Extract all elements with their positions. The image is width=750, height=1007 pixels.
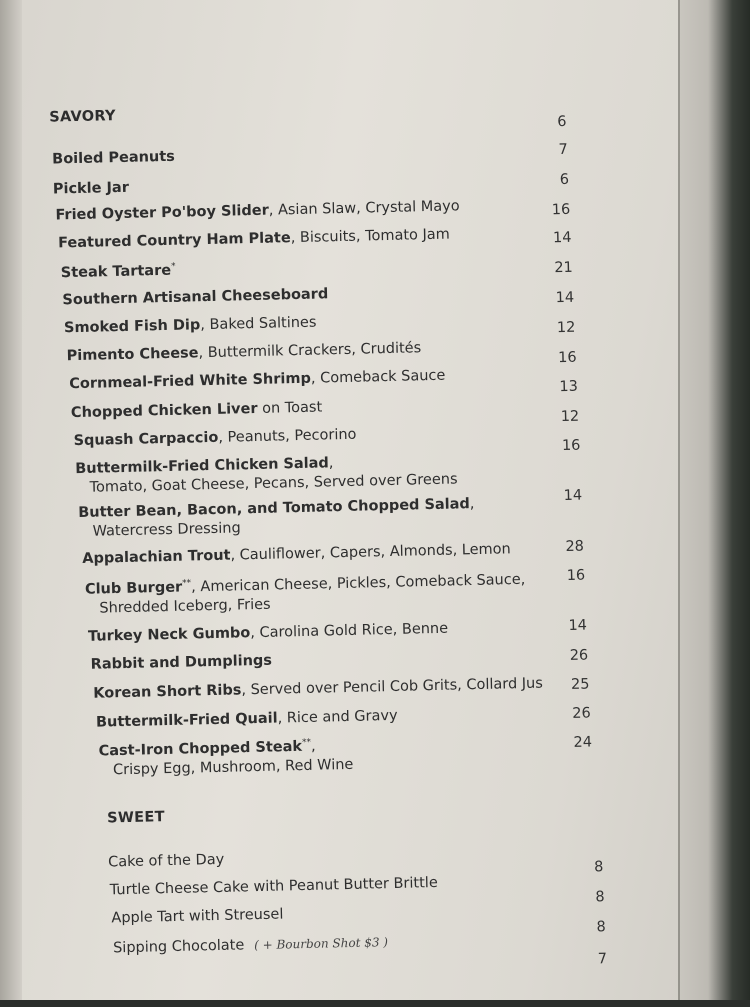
menu-item-description: , Rice and Gravy — [277, 707, 398, 727]
menu-item — [91, 653, 273, 673]
dessert-item-price: 8 — [596, 919, 606, 936]
menu-item-description: , — [310, 738, 316, 755]
menu-item-description: on Toast — [257, 399, 323, 417]
menu-item-price: 28 — [565, 538, 585, 555]
menu-item-description: , Buttermilk Crackers, Crudités — [198, 340, 422, 362]
dessert-item-price: 8 — [593, 859, 604, 876]
menu-item-name: Fried Oyster Po'boy Slider — [55, 202, 269, 224]
menu-item-name: Rabbit and Dumplings — [90, 652, 273, 673]
menu-item-name: Turkey Neck Gumbo — [87, 625, 251, 645]
menu-item-price: 16 — [558, 349, 577, 367]
menu-item-description-continued: Shredded Iceberg, Fries — [99, 596, 271, 617]
menu-item-name: Squash Carpaccio — [73, 429, 219, 450]
menu-item — [78, 496, 475, 540]
menu-item — [66, 340, 421, 364]
menu-item-description: , — [469, 496, 475, 513]
dessert-item-price: 8 — [595, 889, 605, 906]
menu-item — [58, 227, 450, 252]
menu-item — [62, 286, 328, 308]
menu-item-name: Steak Tartare — [60, 262, 172, 282]
menu-item-name: Buttermilk-Fried Chicken Salad — [75, 455, 330, 478]
menu-item-name: Featured Country Ham Plate — [57, 230, 291, 252]
menu-item — [64, 315, 317, 337]
menu-item-name: Pimento Cheese — [66, 345, 199, 365]
handwritten-note: ( + Bourbon Shot $3 ) — [250, 935, 389, 953]
menu-item-price: 26 — [572, 705, 591, 722]
dessert-item-name: Turtle Cheese Cake with Peanut Butter Brittle — [109, 874, 438, 899]
menu-item — [71, 399, 323, 421]
menu-item-price: 16 — [551, 201, 571, 219]
dessert-item-name: Sipping Chocolate — [112, 937, 245, 957]
menu-item-description: , Cauliflower, Capers, Almonds, Lemon — [230, 541, 511, 564]
menu-item-name: Pickle Jar — [52, 179, 130, 198]
menu-item-name: Butter Bean, Bacon, and Tomato Chopped Salad — [78, 496, 471, 522]
menu-item — [93, 676, 543, 702]
menu-item-name: Club Burger — [84, 579, 183, 598]
menu-item — [96, 708, 398, 731]
menu-item-description-continued: Crispy Egg, Mushroom, Red Wine — [112, 756, 354, 779]
menu-item — [55, 198, 460, 223]
menu-item-price: 13 — [559, 378, 579, 396]
menu-item-price: 16 — [561, 437, 581, 455]
menu-item-price: 14 — [568, 617, 588, 634]
dessert-item-name: Cake of the Day — [107, 851, 225, 871]
menu-item-footnote-mark: ** — [301, 737, 312, 749]
menu-item-price: 16 — [566, 567, 586, 584]
menu-item-footnote-mark: ** — [182, 578, 192, 589]
menu-item — [88, 621, 448, 645]
menu-item-description: , Peanuts, Pecorino — [218, 426, 357, 446]
menu-item — [61, 262, 176, 281]
menu-item-description: , — [328, 455, 334, 472]
menu-item-footnote-mark: * — [170, 261, 176, 272]
menu-item — [75, 452, 458, 496]
menu-item-description: , Asian Slaw, Crystal Mayo — [268, 198, 460, 219]
menu-item-price: 24 — [573, 734, 593, 751]
menu-item-description-continued: Watercress Dressing — [92, 520, 241, 540]
menu-item-name: Cornmeal-Fried White Shrimp — [69, 370, 312, 393]
menu-item-name: Chopped Chicken Liver — [70, 400, 258, 422]
menu-item-name: Buttermilk-Fried Quail — [95, 710, 278, 731]
menu-item-description: , Carolina Gold Rice, Benne — [250, 620, 449, 642]
menu-item-price: 12 — [556, 319, 576, 337]
menu-item-name: Smoked Fish Dip — [63, 317, 201, 337]
menu-item-price: 7 — [558, 141, 568, 159]
menu-item-price: 14 — [552, 229, 572, 247]
menu-item — [82, 541, 511, 567]
menu-item-description: , Served over Pencil Cob Grits, Collard Jus — [241, 675, 544, 699]
savory-heading: SAVORY — [49, 108, 117, 126]
menu-item — [69, 368, 445, 393]
menu-item-name: Appalachian Trout — [82, 547, 231, 567]
menu-item — [52, 149, 175, 168]
dessert-item-price: 7 — [597, 951, 608, 968]
menu-item — [53, 180, 129, 198]
menu-item-description: , Baked Saltines — [200, 314, 317, 334]
menu-item — [73, 427, 356, 449]
menu-item-name: Boiled Peanuts — [52, 148, 176, 168]
menu-item-price: 14 — [555, 289, 575, 307]
menu-item-price: 12 — [560, 408, 580, 426]
dessert-item-name: Apple Tart with Streusel — [111, 906, 284, 927]
menu-item-description-continued: Tomato, Goat Cheese, Pecans, Served over Greens — [89, 471, 458, 496]
menu-item-name: Cast-Iron Chopped Steak — [98, 738, 303, 760]
menu-item-description: , Comeback Sauce — [310, 367, 446, 387]
menu-item-description: , Biscuits, Tomato Jam — [290, 226, 450, 247]
dessert-item — [108, 852, 224, 871]
menu-item-name: Southern Artisanal Cheeseboard — [62, 286, 329, 309]
menu-item-price: 26 — [569, 647, 589, 664]
menu-item — [85, 571, 526, 617]
menu-item-price: 6 — [559, 171, 570, 189]
menu-item-price: 6 — [557, 113, 567, 131]
dessert-item — [113, 934, 388, 956]
menu-item-price: 25 — [570, 676, 590, 693]
menu-item-description: , American Cheese, Pickles, Comeback Sauce, — [191, 571, 526, 596]
dessert-item — [110, 875, 438, 898]
menu-item — [98, 737, 353, 779]
menu-item-name: Korean Short Ribs — [93, 682, 242, 702]
menu-item-price: 21 — [554, 259, 573, 277]
menu-item-price: 14 — [563, 487, 583, 505]
sweet-heading: SWEET — [106, 809, 165, 827]
dessert-item — [111, 906, 283, 926]
